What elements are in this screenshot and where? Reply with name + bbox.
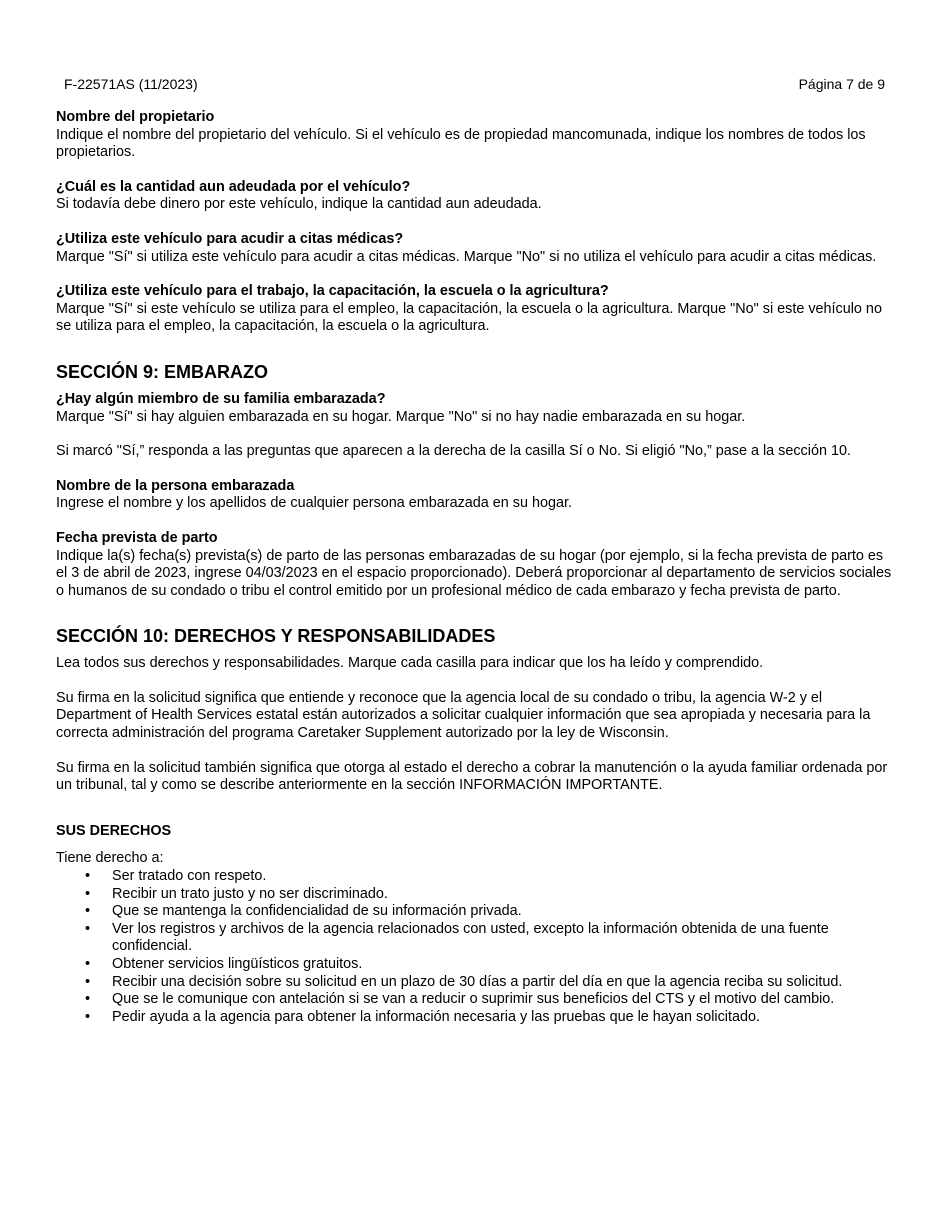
question-title: ¿Utiliza este vehículo para acudir a citas médicas? [56, 230, 404, 247]
page-number: Página 7 de 9 [798, 76, 885, 92]
bullet-icon: • [85, 956, 91, 972]
bullet-icon: • [85, 991, 91, 1008]
question-title: ¿Hay algún miembro de su familia embarazada? [56, 390, 386, 407]
question-title: ¿Cuál es la cantidad aun adeudada por el vehículo? [56, 178, 411, 195]
question-text: Ingrese el nombre y los apellidos de cualquier persona embarazada en su hogar. [56, 495, 572, 512]
vehicle-medical-block [56, 231, 898, 266]
list-item-text: Pedir ayuda a la agencia para obtener la información necesaria y las pruebas que le hayan solicitado. [112, 1008, 760, 1025]
pregnant-person-name-block [56, 478, 898, 513]
question-text: Si todavía debe dinero por este vehículo, indique la cantidad aun adeudada. [56, 196, 542, 213]
bullet-icon: • [85, 920, 91, 937]
form-id: F-22571AS (11/2023) [64, 76, 198, 92]
bullet-icon: • [85, 885, 91, 902]
question-text: Marque "Sí" si utiliza este vehículo para acudir a citas médicas. Marque "No" si no utiliza el vehículo para acudir a citas médicas. [56, 248, 877, 265]
page-header [64, 76, 885, 92]
bullet-icon: • [85, 868, 91, 885]
bullet-icon: • [85, 973, 91, 990]
due-date-block [56, 530, 898, 600]
list-item [85, 973, 898, 992]
paragraph-text: Su firma en la solicitud también significa que otorga al estado el derecho a cobrar la manutención o la ayuda familiar ordenada por un tribunal, tal y como se describe anteriormente en la sección INFORMACIÓN IMPORTANTE. [56, 759, 888, 794]
vehicle-amount-owed-block [56, 179, 898, 214]
list-item-text: Obtener servicios lingüísticos gratuitos. [112, 956, 363, 972]
list-item [85, 920, 898, 956]
list-item-text: Recibir un trato justo y no ser discriminado. [112, 885, 388, 902]
list-item [85, 956, 898, 974]
list-item-text: Que se le comunique con antelación si se van a reducir o suprimir sus beneficios del CTS y el motivo del cambio. [112, 991, 835, 1008]
section-9-heading: SECCIÓN 9: EMBARAZO [56, 361, 269, 382]
question-text: Indique el nombre del propietario del vehículo. Si el vehículo es de propiedad mancomunada, indique los nombres de todos los propietarios. [56, 126, 866, 161]
list-item [85, 991, 898, 1009]
vehicle-owner-block [56, 109, 898, 162]
bullet-icon: • [85, 1008, 91, 1025]
pregnancy-note-block [56, 443, 898, 461]
page-content [56, 109, 898, 1026]
pregnancy-question-block [56, 391, 898, 426]
rights-intro-paragraph [56, 655, 898, 673]
list-item-text: Ser tratado con respeto. [112, 868, 267, 885]
question-title: Nombre de la persona embarazada [56, 477, 295, 494]
support-rights-paragraph [56, 760, 898, 795]
rights-list [56, 868, 898, 1026]
your-rights-heading: SUS DERECHOS [56, 822, 172, 839]
list-item [85, 1008, 898, 1027]
section-10-heading: SECCIÓN 10: DERECHOS Y RESPONSABILIDADES [56, 626, 496, 647]
list-item-text: Ver los registros y archivos de la agencia relacionados con usted, excepto la información obtenida de una fuente confidencial. [112, 920, 829, 955]
vehicle-work-block [56, 283, 898, 336]
instruction-text: Si marcó "Sí,” responda a las preguntas que aparecen a la derecha de la casilla Sí o No. Si eligió "No,” pase a la sección 10. [56, 443, 851, 460]
list-item [85, 868, 898, 886]
question-title: ¿Utiliza este vehículo para el trabajo, la capacitación, la escuela o la agricultura? [56, 283, 609, 300]
rights-intro: Tiene derecho a: [56, 850, 164, 867]
list-item [85, 885, 898, 904]
question-text: Indique la(s) fecha(s) prevista(s) de parto de las personas embarazadas de su hogar (por ejemplo, si la fecha prevista de parto es el 3 de abril de 2023, ingrese 04/03/2023 en el espacio proporcionado). Deberá proporcionar al departamento de servicios sociales o humanos de su condado o tribu el control emitido por un profesional médico de cada embarazo y fecha prevista de parto. [56, 547, 892, 599]
list-item-text: Recibir una decisión sobre su solicitud en un plazo de 30 días a partir del día en que la agencia reciba su solicitud. [112, 973, 843, 990]
list-item-text: Que se mantenga la confidencialidad de su información privada. [112, 903, 522, 920]
paragraph-text: Su firma en la solicitud significa que entiende y reconoce que la agencia local de su condado o tribu, la agencia W-2 y el Department of Health Services estatal están autorizados a solicitar cualquier información que sea apropiada y necesaria para la correcta administración del programa Caretaker Supplement autorizado por la ley de Wisconsin. [56, 689, 871, 742]
paragraph-text: Lea todos sus derechos y responsabilidades. Marque cada casilla para indicar que los ha leído y comprendido. [56, 655, 764, 672]
question-text: Marque "Sí" si este vehículo se utiliza para el empleo, la capacitación, la escuela o la agricultura. Marque "No" si este vehículo no se utiliza para el empleo, la capacitación, la escuela o la agricultura. [56, 300, 882, 335]
question-title: Nombre del propietario [56, 109, 215, 125]
question-title: Fecha prevista de parto [56, 529, 218, 546]
signature-meaning-paragraph [56, 690, 898, 743]
question-text: Marque "Sí" si hay alguien embarazada en su hogar. Marque "No" si no hay nadie embarazada en su hogar. [56, 408, 746, 425]
bullet-icon: • [85, 903, 91, 920]
list-item [85, 903, 898, 921]
